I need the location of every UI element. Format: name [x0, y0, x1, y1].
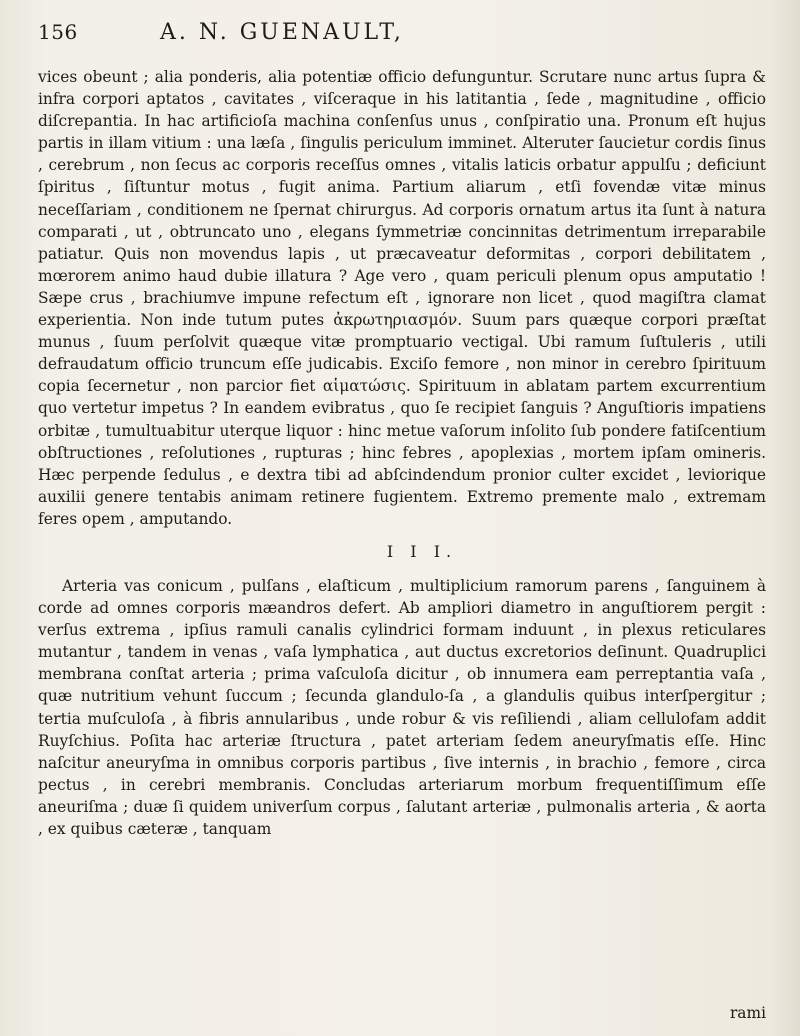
- catchword: rami: [729, 1004, 766, 1022]
- page-number: 156: [38, 20, 78, 44]
- section-number: I I I.: [386, 541, 458, 561]
- paragraph-amputation: vices obeunt ; alia ponderis, alia potentiæ officio defunguntur. Scrutare nunc artus ſupra & infra corpori aptatos , cavitates , viſceraque in his latitantia , ſede , magnitudine , officio diſcrepantia. In hac artificioſa machina conſenſus unus , conſpiratio una. Pronum eſt hujus partis in illam vitium : una læſa , ſingulis periculum imminet. Alteruter ſaucietur cordis ſinus , cerebrum , non ſecus ac corporis receſſus omnes , vitalis laticis orbatur appulſu ; deficiunt ſpiritus , ſiſtuntur motus , fugit anima. Partium aliarum , etſi fovendæ vitæ minus neceſſariam , conditionem ne ſpernat chirurgus. Ad corporis ornatum artus ita ſunt à natura comparati , ut , obtruncato uno , elegans ſymmetriæ concinnitas detrimentum irreparabile patiatur. Quis non movendus lapis , ut præcaveatur deformitas , corpori debilitatem , mœrorem animo haud dubie illatura ? Age vero , quam periculi plenum opus amputatio ! Sæpe crus , brachiumve impune refectum eſt , ignorare non licet , quod magiſtra clamat experientia. Non inde tutum putes ἀκρωτηριασμόν. Suum pars quæque corpori præſtat munus , ſuum perſolvit quæque vitæ promptuario vectigal. Ubi ramum ſuſtuleris , utili defraudatum officio truncum eſſe judicabis. Exciſo femore , non minor in cerebro ſpirituum copia ſecernetur , non parcior fiet αἱματώσις. Spirituum in ablatam partem excurrentium quo vertetur impetus ? In eandem evibratus , quo ſe recipiet ſanguis ? Anguſtioris impatiens orbitæ , tumultuabitur uterque liquor : hinc metue vaſorum inſolito ſub pondere fatiſcentium obſtructiones , reſolutiones , rupturas ; hinc febres , apoplexias , mortem ipſam omineris. Hæc perpende ſedulus , e dextra tibi ad abſcindendum pronior culter excidet , leviorique auxilii genere tentabis animam retinere fugientem. Extremo premente malo , extremam feres opem , amputando.: [38, 68, 766, 528]
- page-edge-shadow: [772, 0, 800, 1036]
- body-text: [38, 66, 766, 840]
- page-header: [38, 20, 778, 60]
- paragraph-arteria: Arteria vas conicum , pulſans , elaſticum , multiplicium ramorum parens , ſanguinem à corde ad omnes corporis mæandros defert. Ab ampliori diametro in anguſtiorem pergit : verſus extrema , ipſius ramuli canalis cylindrici formam induunt , in plexus reticulares mutantur , tandem in venas , vaſa lymphatica , aut ductus excretorios deſinunt. Quadruplici membrana conſtat arteria ; prima vaſculoſa dicitur , ob innumera eam perreptantia vaſa , quæ nutritium vehunt ſuccum ; ſecunda glandulo-ſa , a glandulis quibus interſpergitur ; tertia muſculoſa , à fibris annularibus , unde robur & vis reſiliendi , aliam cellulofam addit Ruyſchius. Poſita hac arteriæ ſtructura , patet arteriam ſedem aneuryſmatis eſſe. Hinc naſcitur aneuryſma in omnibus corporis partibus , ſive internis , in brachio , femore , circa pectus , in cerebri membranis. Concludas arteriarum morbum frequentiſſimum eſſe aneuriſma ; duæ ſi quidem univerſum corpus , ſalutant arteriæ , pulmonalis arteria , & aorta , ex quibus cæteræ , tanquam: [38, 576, 766, 838]
- running-title: A. N. GUENAULT,: [160, 20, 404, 45]
